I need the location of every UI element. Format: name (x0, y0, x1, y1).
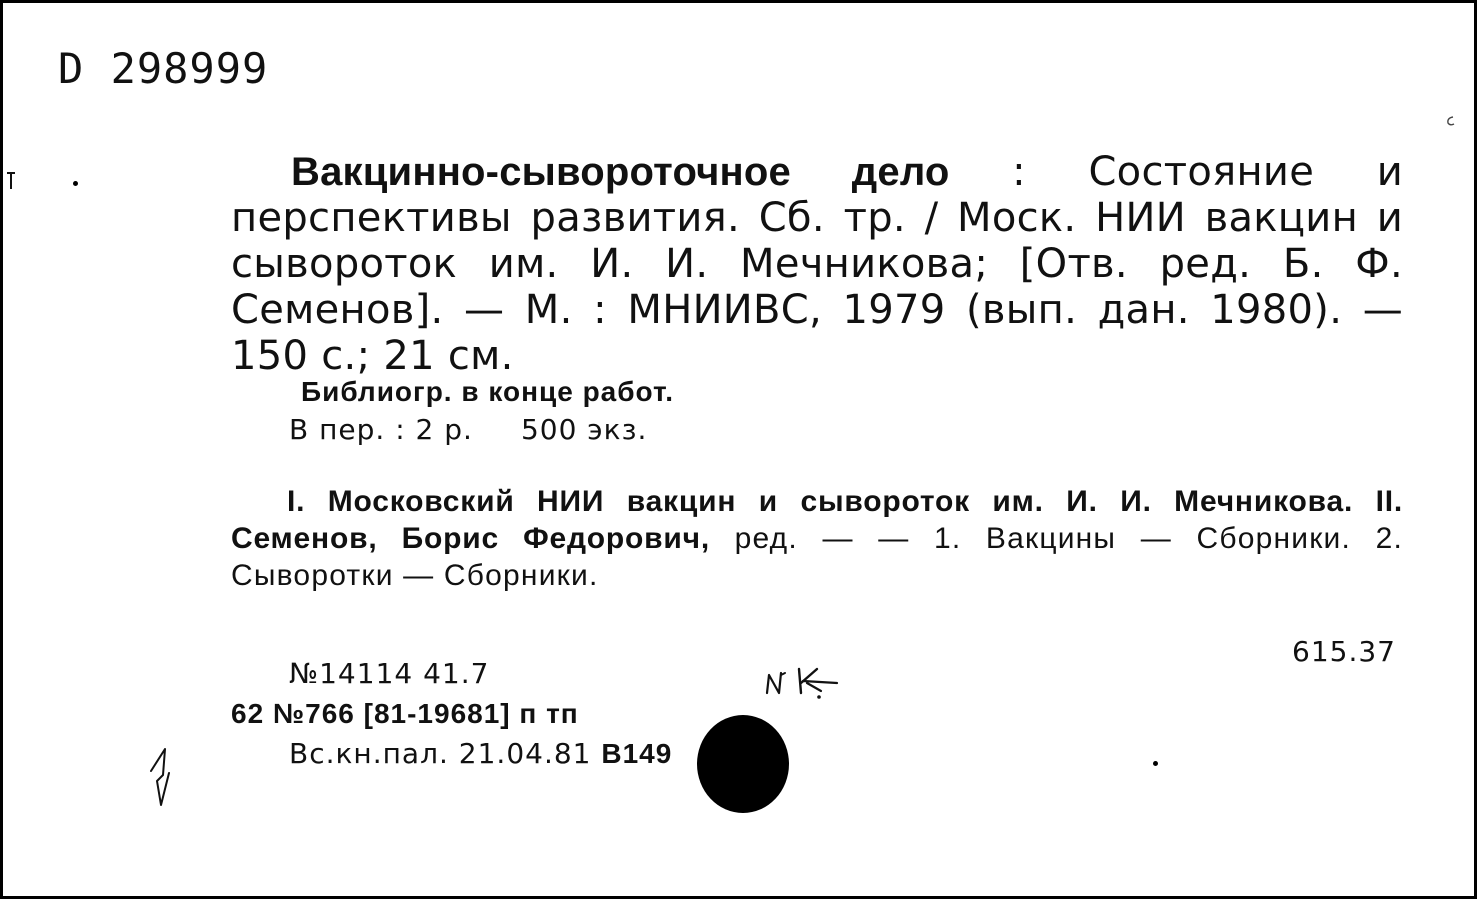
handwritten-initials (761, 663, 851, 703)
tracings-added-entries: I. Московский НИИ вакцин и сывороток им. И. И. Мечникова. II. Семенов, Борис Федорович, (231, 485, 1403, 555)
punched-hole (697, 715, 789, 813)
price-note (289, 413, 647, 447)
tracings-subjects: ред. — — 1. Вакцины — Сборники. 2. Сыворотки — Сборники. (231, 522, 1403, 592)
entry-title: Вакцинно-сывороточное дело (291, 150, 950, 194)
registry-line-3 (289, 737, 673, 770)
main-entry (231, 149, 1403, 379)
bibliography-note: Библиогр. в конце работ. (301, 376, 674, 407)
entry-description: : Состояние и перспективы развития. Сб. тр. / Моск. НИИ вакцин и сывороток им. И. И. Мечникова; [Отв. ред. Б. Ф. Семенов]. — М. : МНИИВС, 1979 (вып. дан. 1980). — 150 с.; 21 см. (231, 149, 1403, 379)
ink-speck (1153, 761, 1158, 766)
copies-text: 500 экз. (520, 413, 648, 446)
ink-speck (73, 181, 78, 186)
pencil-mark (1443, 113, 1459, 129)
price-text: В пер. : 2 р. (289, 413, 473, 446)
edge-mark (3, 169, 19, 191)
udc-code: 615.37 (1292, 635, 1396, 668)
registry-line-2: 62 №766 [81-19681] п тп (231, 698, 579, 729)
registry-line-1: №14114 41.7 (289, 657, 490, 690)
handwritten-mark (145, 745, 179, 809)
call-number: D 298999 (58, 44, 269, 93)
tracings (231, 483, 1403, 594)
registry-chamber-date: Вс.кн.пал. 21.04.81 (289, 737, 592, 770)
registry-code: B149 (601, 738, 673, 769)
